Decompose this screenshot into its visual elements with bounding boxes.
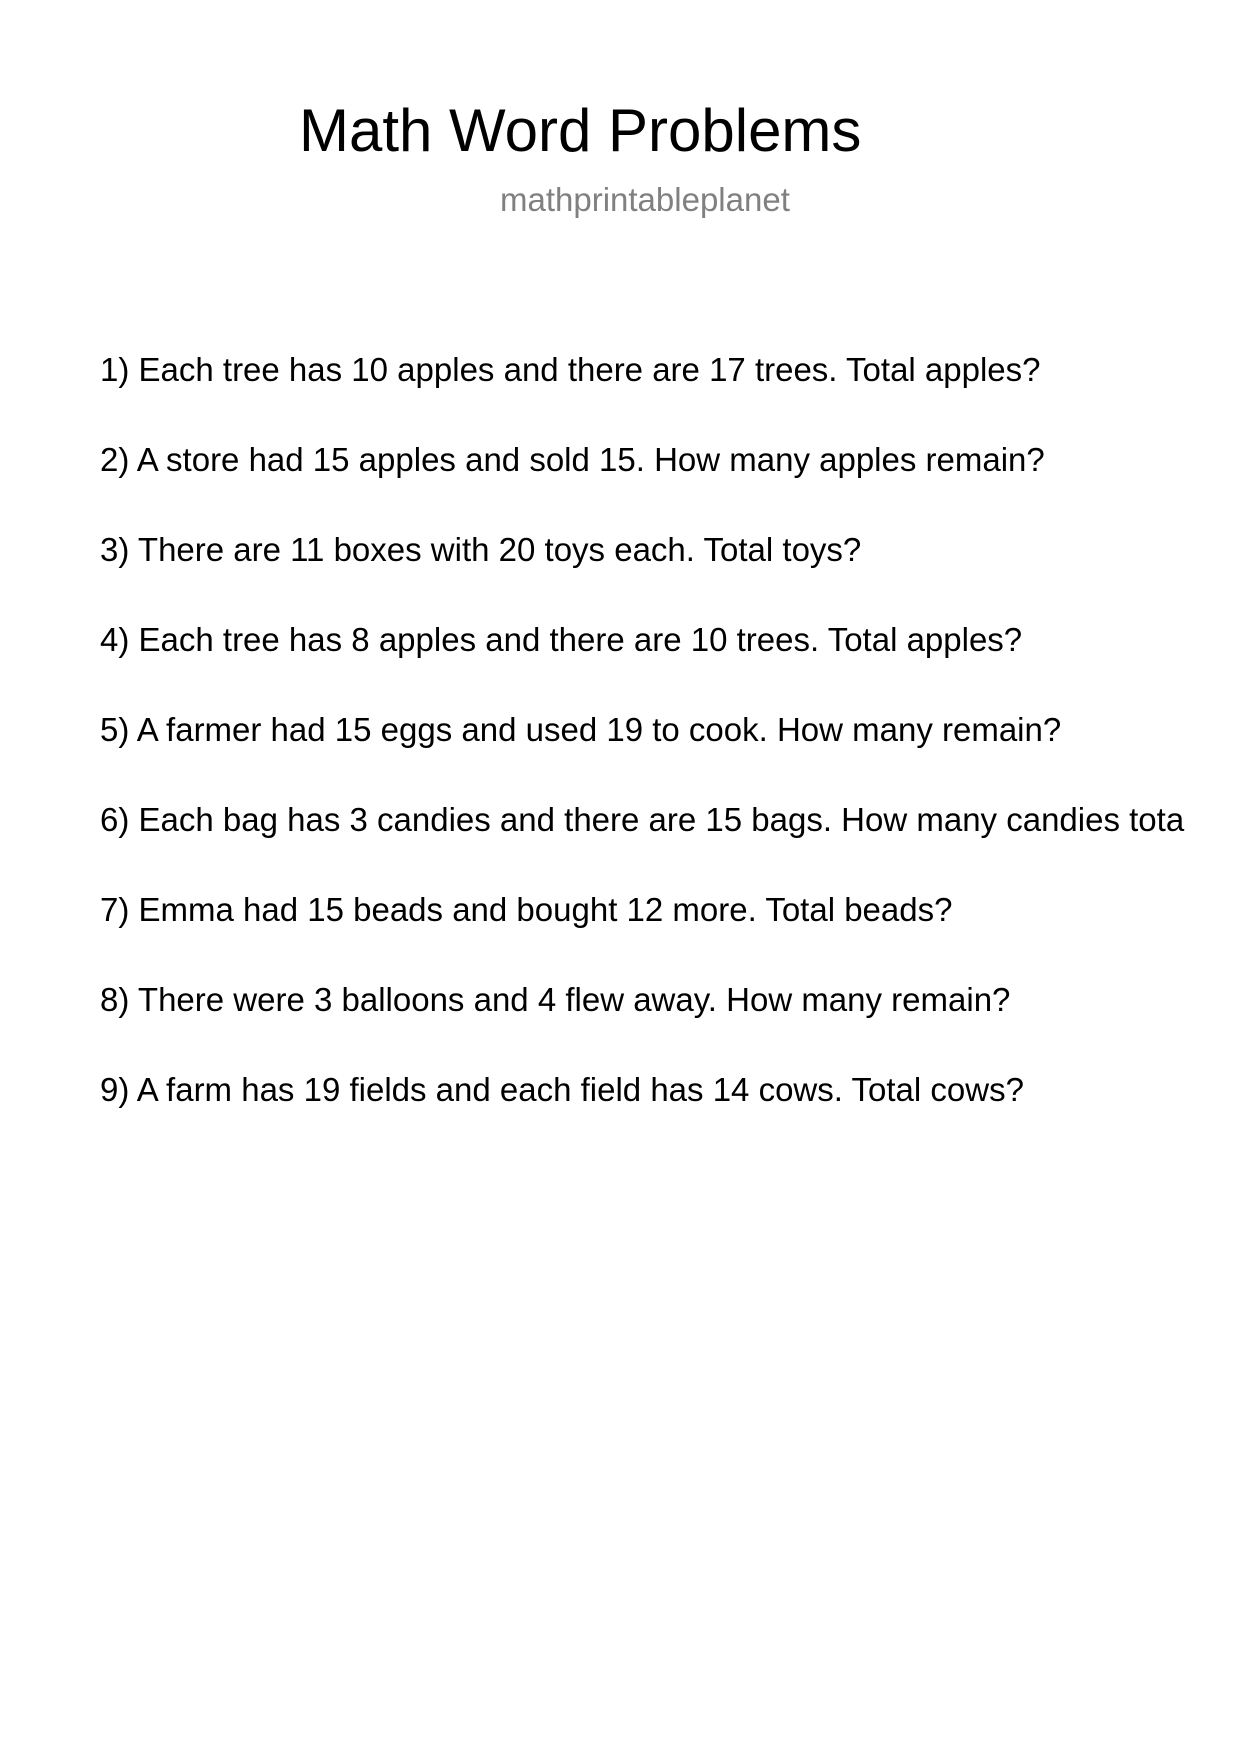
- problem-item-4: 4) Each tree has 8 apples and there are 10 trees. Total apples?: [100, 621, 1023, 658]
- problem-item-6: 6) Each bag has 3 candies and there are 15 bags. How many candies tota: [100, 801, 1185, 838]
- problem-list: [100, 348, 1184, 1158]
- page-subtitle: mathprintableplanet: [500, 181, 790, 218]
- problem-item-3: 3) There are 11 boxes with 20 toys each. Total toys?: [100, 531, 862, 568]
- problem-item-2: 2) A store had 15 apples and sold 15. How many apples remain?: [100, 441, 1045, 478]
- page-title: Math Word Problems: [299, 97, 862, 164]
- problem-item-5: 5) A farmer had 15 eggs and used 19 to cook. How many remain?: [100, 711, 1062, 748]
- problem-item-7: 7) Emma had 15 beads and bought 12 more. Total beads?: [100, 891, 953, 928]
- problem-item-8: 8) There were 3 balloons and 4 flew away. How many remain?: [100, 981, 1011, 1018]
- problem-item-9: 9) A farm has 19 fields and each field has 14 cows. Total cows?: [100, 1071, 1024, 1108]
- problem-item-1: 1) Each tree has 10 apples and there are 17 trees. Total apples?: [100, 351, 1041, 388]
